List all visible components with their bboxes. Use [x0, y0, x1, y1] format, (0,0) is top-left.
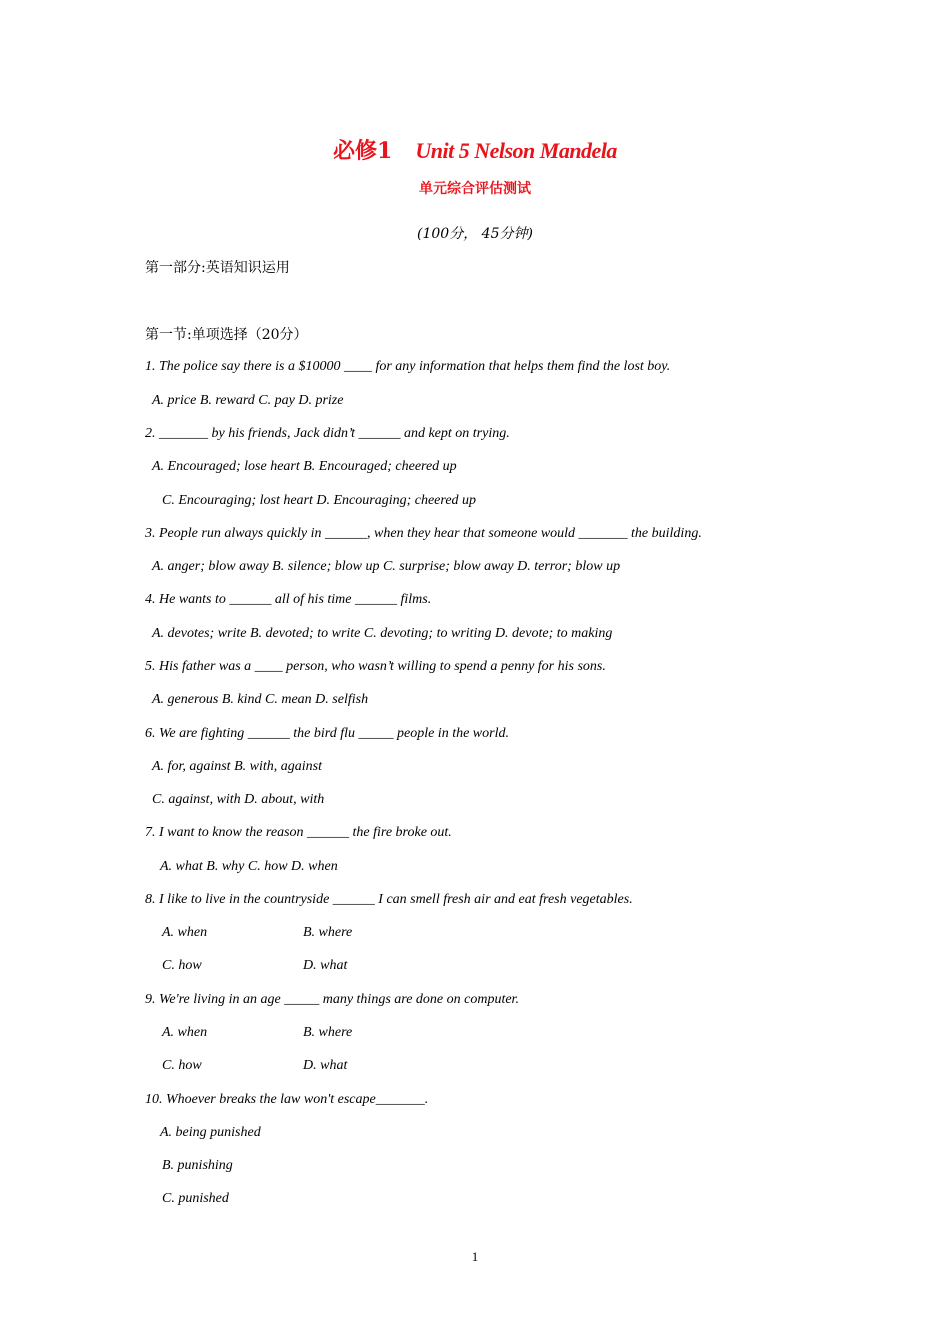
question-8: 8. I like to live in the countryside ______ I can smell fresh air and eat fresh vegetables.	[145, 892, 633, 907]
question-5-options: A. generous B. kind C. mean D. selfish	[152, 692, 369, 707]
question-10-option-a: A. being punished	[160, 1125, 261, 1140]
question-2-options-row2: C. Encouraging; lost heart D. Encouraging; cheered up	[162, 493, 477, 508]
question-7-options: A. what B. why C. how D. when	[160, 859, 338, 874]
question-8-option-b: B. where	[303, 925, 353, 940]
part-heading: 第一部分:英语知识运用	[145, 260, 290, 276]
question-8-option-c: C. how	[162, 958, 202, 973]
question-8-option-d: D. what	[303, 958, 348, 973]
title-cn: 必修1	[333, 138, 393, 164]
question-3: 3. People run always quickly in ______, when they hear that someone would _______ the building.	[145, 526, 702, 541]
question-6: 6. We are fighting ______ the bird flu _____ people in the world.	[145, 726, 509, 741]
question-2: 2. _______ by his friends, Jack didn’t ______ and kept on trying.	[145, 426, 510, 441]
question-9-option-b: B. where	[303, 1025, 353, 1040]
question-2-options-row1: A. Encouraged; lose heart B. Encouraged; cheered up	[152, 459, 457, 474]
section-heading: 第一节:单项选择（20分）	[145, 327, 308, 343]
question-6-options-row2: C. against, with D. about, with	[152, 792, 325, 807]
question-9-option-a: A. when	[162, 1025, 208, 1040]
question-4: 4. He wants to ______ all of his time ______ films.	[145, 592, 432, 607]
page-subtitle: 单元综合评估测试	[419, 181, 531, 197]
question-6-options-row1: A. for, against B. with, against	[152, 759, 322, 774]
question-7: 7. I want to know the reason ______ the fire broke out.	[145, 825, 452, 840]
question-1: 1. The police say there is a $10000 ____ for any information that helps them find the lost boy.	[145, 359, 671, 374]
question-10-option-c: C. punished	[162, 1191, 229, 1206]
question-4-options: A. devotes; write B. devoted; to write C. devoting; to writing D. devote; to making	[152, 626, 613, 641]
title-en: Unit 5 Nelson Mandela	[415, 138, 617, 163]
page-number: 1	[471, 1249, 479, 1264]
question-3-options: A. anger; blow away B. silence; blow up C. surprise; blow away D. terror; blow up	[152, 559, 621, 574]
question-10: 10. Whoever breaks the law won't escape_______.	[145, 1092, 429, 1107]
question-9-option-c: C. how	[162, 1058, 202, 1073]
question-8-option-a: A. when	[162, 925, 208, 940]
question-9: 9. We're living in an age _____ many things are done on computer.	[145, 992, 519, 1007]
question-10-option-b: B. punishing	[162, 1158, 233, 1173]
page-title	[0, 134, 950, 165]
question-1-options: A. price B. reward C. pay D. prize	[152, 393, 344, 408]
score-time: (100分， 45分钟)	[417, 226, 533, 242]
question-5: 5. His father was a ____ person, who wasn’t willing to spend a penny for his sons.	[145, 659, 606, 674]
question-9-option-d: D. what	[303, 1058, 348, 1073]
